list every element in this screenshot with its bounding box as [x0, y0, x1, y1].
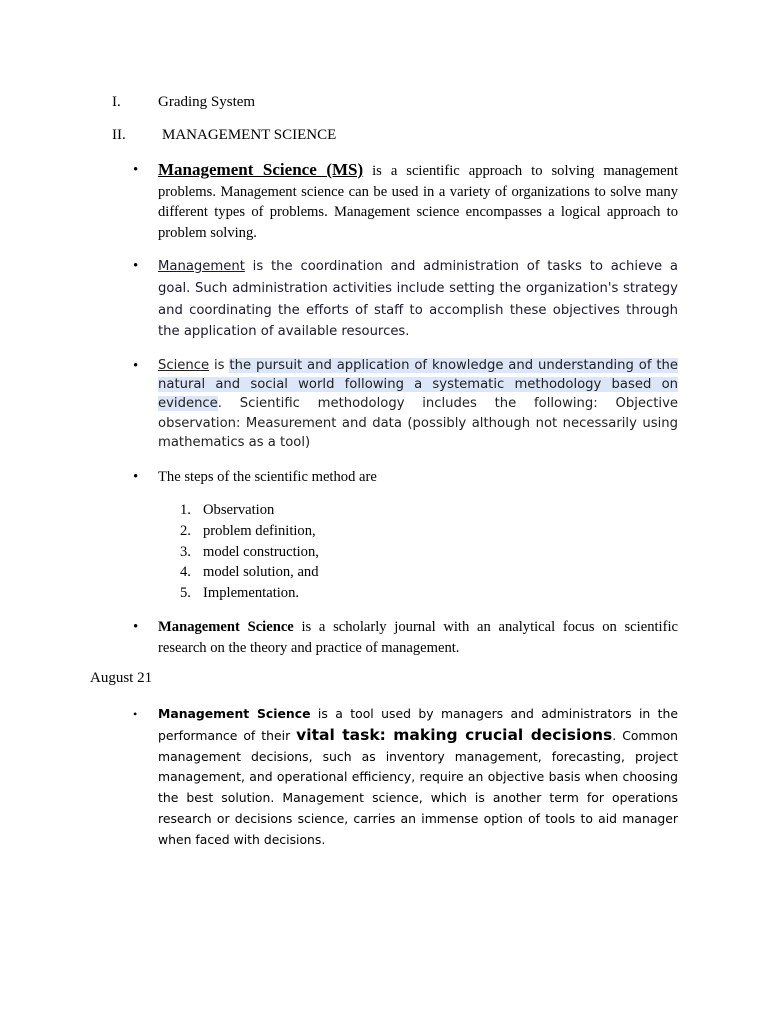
definition: is a scientific approach to solving management problems. Management science can be used in a variety of organizations to solve many different types of problems. Management science encompasses a logical approach to problem solving. — [158, 163, 678, 242]
outline-text: MANAGEMENT SCIENCE — [162, 127, 337, 143]
paragraph — [158, 160, 678, 244]
step-number: 2. — [180, 522, 191, 539]
term: Science — [158, 358, 210, 373]
connector: is a tool used by managers and administrators in the performance of their — [158, 706, 678, 743]
definition: . Scientific methodology includes the following: Objective observation: Measurement and data (possibly although not necessarily using mathematics as a tool) — [158, 396, 678, 450]
emphasis: vital task: making crucial decisions — [296, 725, 613, 744]
definition: is a scholarly journal with an analytical focus on scientific research on the theory and practice of management. — [158, 619, 678, 656]
steps-list — [180, 500, 319, 604]
outline-number: II. — [112, 127, 126, 143]
bullet-dot: • — [133, 707, 138, 721]
bullet-dot: • — [133, 258, 139, 274]
paragraph — [158, 617, 678, 658]
paragraph: The steps of the scientific method are — [158, 469, 377, 485]
bullet-dot: • — [133, 619, 139, 635]
list-item — [180, 583, 319, 604]
bullet-journal — [133, 617, 678, 658]
date-heading: August 21 — [90, 670, 153, 686]
bullet-science — [133, 356, 678, 452]
step-label: Observation — [203, 502, 275, 518]
step-number: 1. — [180, 502, 191, 518]
term: Management Science (MS) — [158, 160, 364, 179]
paragraph — [158, 256, 678, 343]
term: Management Science — [158, 706, 311, 721]
list-item — [180, 562, 319, 583]
step-number: 4. — [180, 564, 191, 581]
bullet-management-science — [133, 160, 678, 244]
term: Management — [158, 259, 245, 274]
bullet-dot: • — [133, 358, 139, 374]
highlighted-definition: the pursuit and application of knowledge and understanding of the natural and social world following a systematic methodology based on evidence — [158, 358, 678, 412]
paragraph — [158, 704, 678, 851]
outline-number: I. — [112, 94, 121, 110]
outline-text: Grading System — [158, 94, 256, 110]
list-item — [180, 542, 319, 563]
definition: is the coordination and administration of tasks to achieve a goal. Such administration activities include setting the organization's strategy and coordinating the efforts of staff to accomplish these objectives through the application of available resources. — [158, 259, 678, 340]
connector: is — [209, 358, 230, 373]
bullet-tool — [133, 704, 678, 851]
bullet-management — [133, 256, 678, 343]
step-label: Implementation. — [203, 585, 300, 602]
term: Management Science — [158, 619, 294, 635]
bullet-steps-intro — [133, 467, 678, 487]
bullet-dot: • — [133, 162, 139, 178]
list-item — [180, 521, 319, 542]
step-label: model construction, — [203, 543, 319, 560]
list-item — [180, 500, 319, 521]
bullet-dot: • — [133, 469, 139, 485]
paragraph — [158, 356, 678, 452]
step-number: 5. — [180, 585, 191, 602]
step-label: model solution, and — [203, 564, 319, 581]
step-number: 3. — [180, 543, 191, 560]
definition: . Common management decisions, such as inventory management, forecasting, project management, and operational efficiency, require an objective basis when choosing the best solution. Management science, which is another term for operations research or decisions science, carries an immense option of tools to aid manager when faced with decisions. — [158, 727, 679, 847]
step-label: problem definition, — [203, 522, 316, 539]
